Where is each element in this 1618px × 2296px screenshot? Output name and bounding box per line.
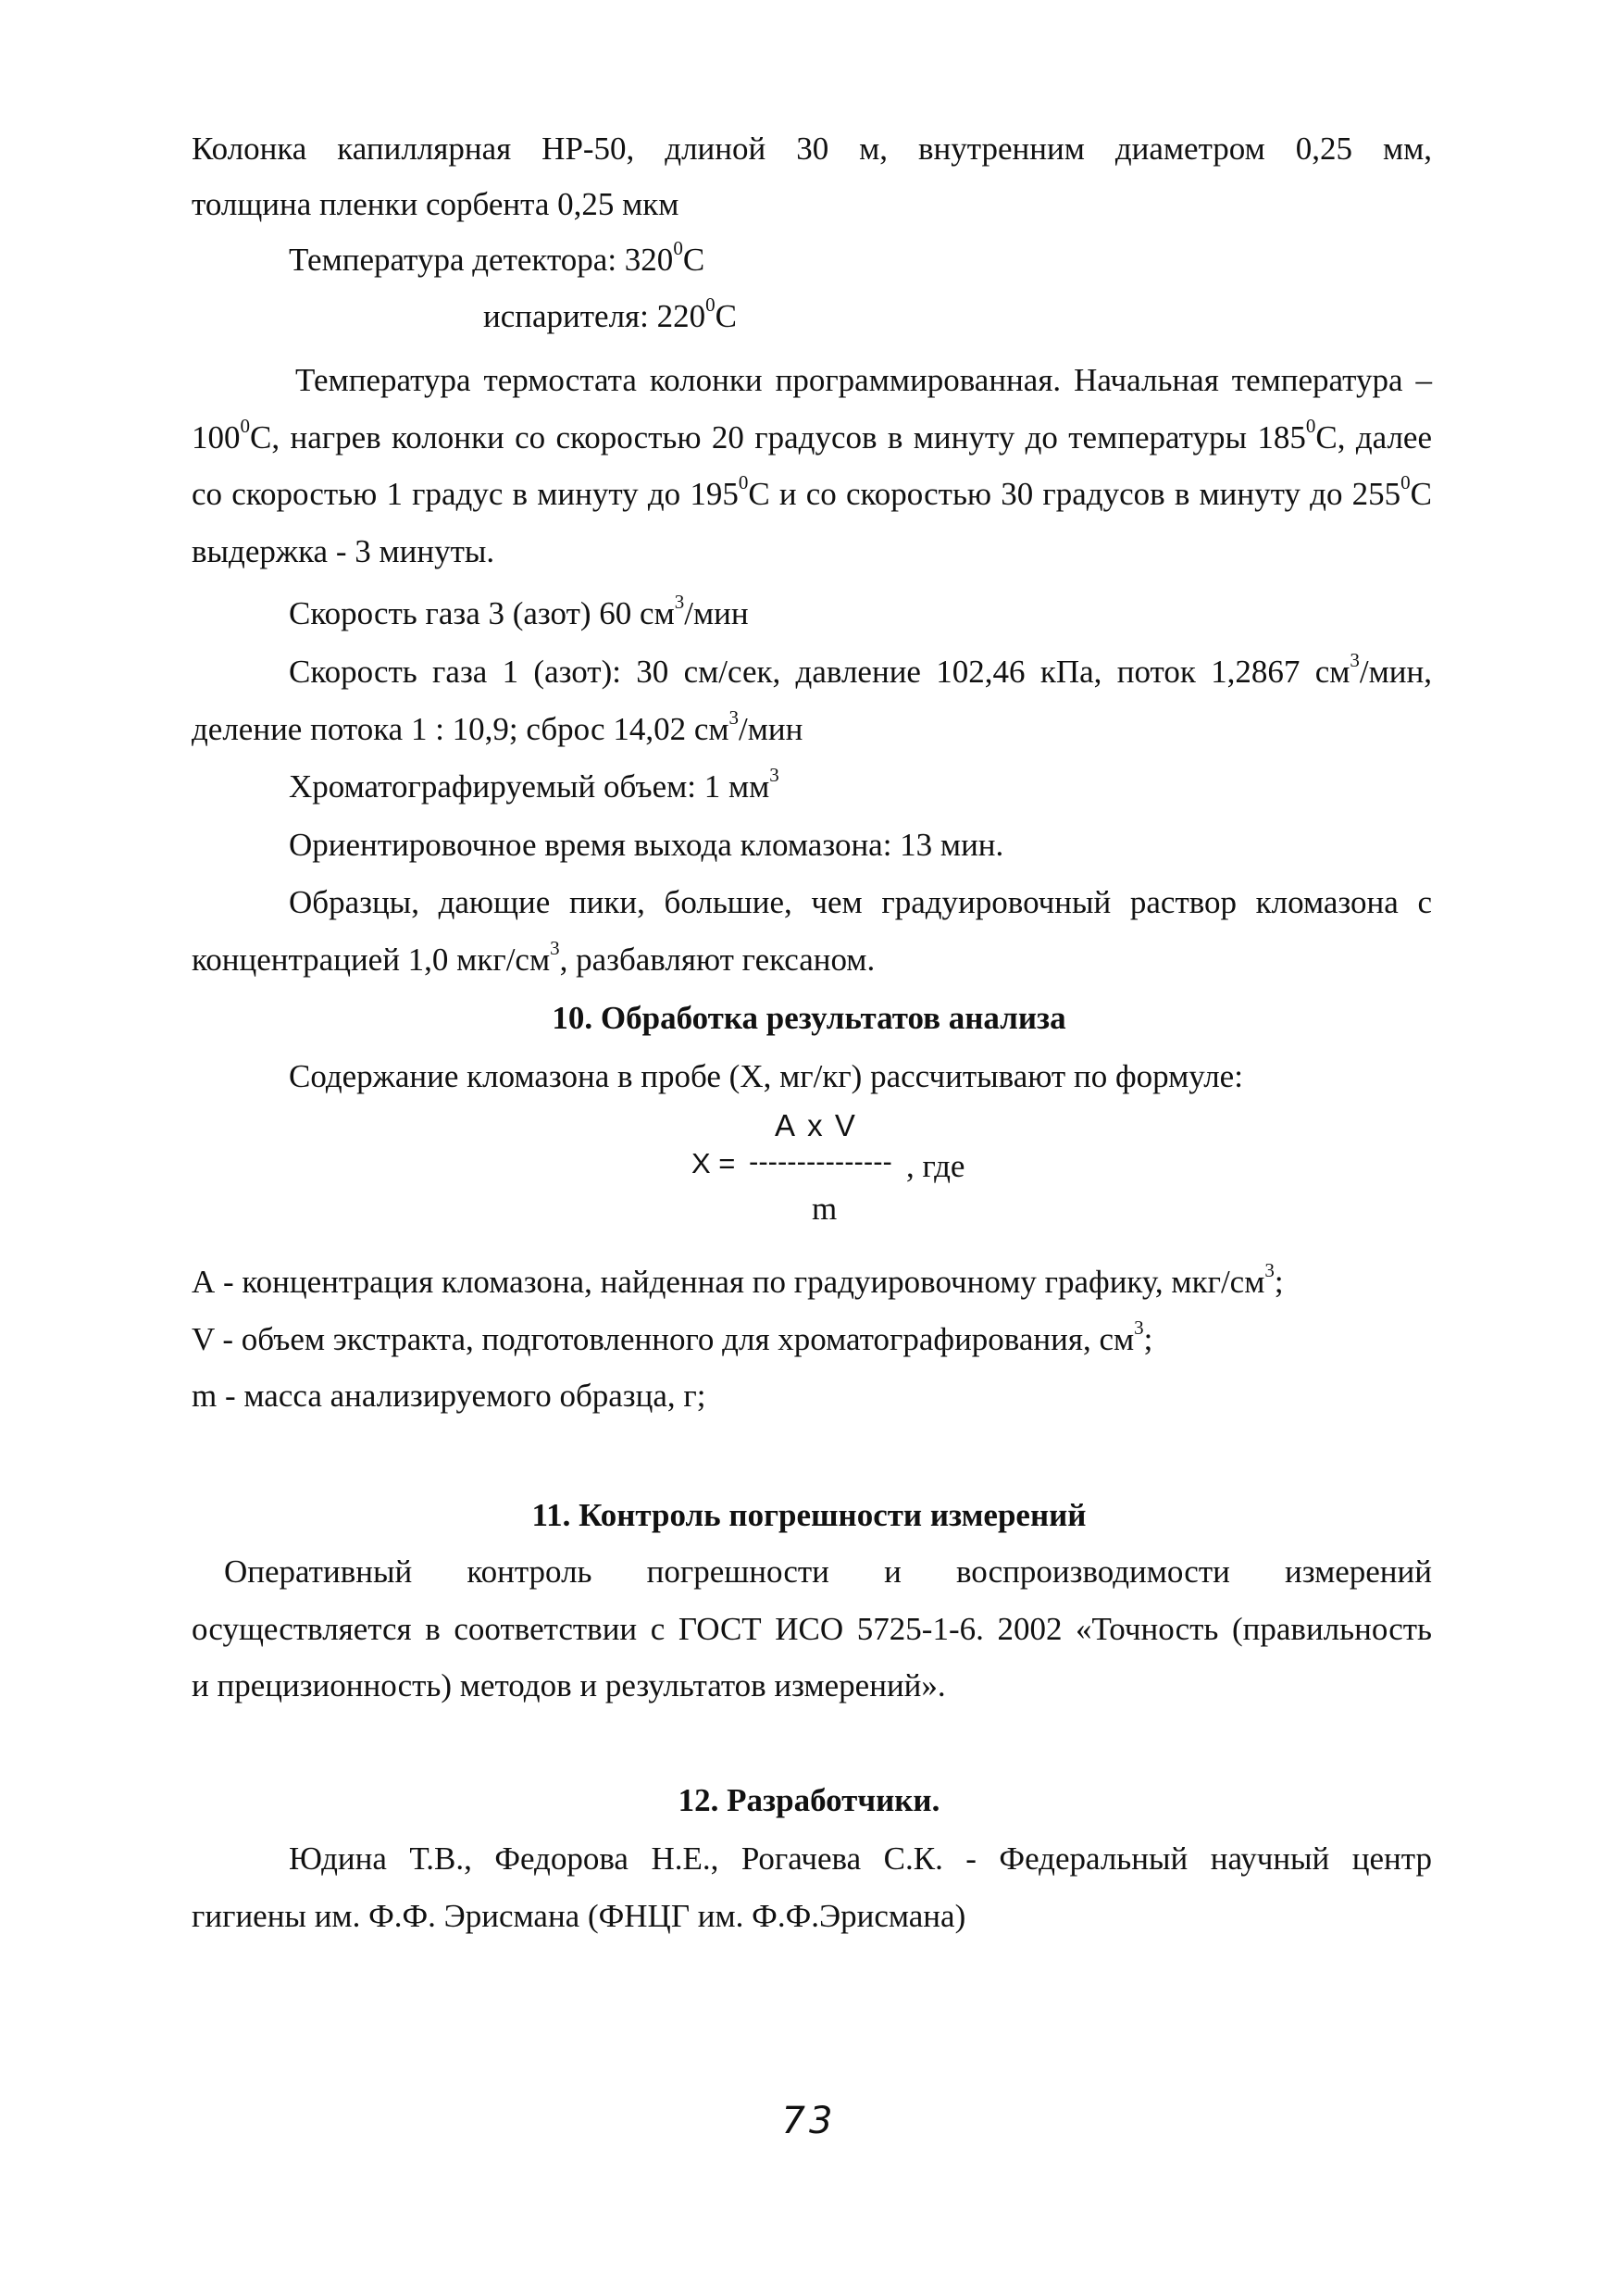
gas1-line-1: Скорость газа 1 (азот): 30 см/сек, давление 102,46 кПа, поток 1,2867 $см^3$/мин, xyxy=(289,649,1432,690)
thermostat-line-2: $100^0С$, нагрев колонки со скоростью 20 градусов в минуту до температуры $185^0С$, далее xyxy=(192,414,1433,455)
formula-numerator: А х V xyxy=(775,1108,857,1142)
section-12-heading: 12. Разработчики. xyxy=(678,1782,940,1818)
thermostat-paragraph xyxy=(192,359,1432,572)
dilution-line-1: Образцы, дающие пики, большие, чем градуировочный раствор кломазона с xyxy=(289,884,1432,920)
definition-a: А - концентрация кломазона, найденная по градуировочному графику, мкг/$см^3$; xyxy=(192,1259,1284,1300)
section-12-paragraph xyxy=(192,1838,1432,1937)
definitions-list xyxy=(192,1261,1284,1417)
section-11-line-1: Оперативный контроль погрешности и воспроизводимости измерений xyxy=(224,1554,1432,1590)
definition-v: V - объем экстракта, подготовленного для хроматографирования, $см^3$; xyxy=(192,1316,1153,1357)
dilution-line-2: концентрацией 1,0 мкг/$см^3$, разбавляют гексаном. xyxy=(192,936,876,978)
definition-m: m - масса анализируемого образца, г; xyxy=(192,1378,706,1414)
retention-time: Ориентировочное время выхода кломазона: 13 мин. xyxy=(289,827,1004,863)
column-line-2: толщина пленки сорбента 0,25 мкм xyxy=(192,186,679,222)
thermostat-line-1: Температура термостата колонки программированная. Начальная температура – xyxy=(295,362,1432,398)
section-10-intro: Содержание кломазона в пробе (Х, мг/кг) рассчитывают по формуле: xyxy=(289,1058,1243,1094)
section-11-line-2: осуществляется в соответствии с ГОСТ ИСО 5725-1-6. 2002 «Точность (правильность xyxy=(192,1610,1432,1647)
section-10-heading: 10. Обработка результатов анализа xyxy=(552,1000,1066,1036)
section-11-heading: 11. Контроль погрешности измерений xyxy=(531,1497,1087,1533)
thermostat-line-4: выдержка - 3 минуты. xyxy=(192,532,495,569)
thermostat-line-3: со скоростью 1 градус в минуту до $195^0С$ и со скоростью 30 градусов в минуту до $255^0С$ xyxy=(192,471,1432,512)
formula xyxy=(691,1106,1025,1236)
gas1-line-2: деление потока 1 : 10,9; сброс 14,02 $см^3$/мин xyxy=(192,705,803,747)
column-line-1: Колонка капиллярная HP-50, длиной 30 м, внутренним диаметром 0,25 мм, xyxy=(192,131,1432,167)
formula-denominator: m xyxy=(812,1191,838,1227)
formula-where: , где xyxy=(906,1148,965,1184)
injection-volume: Хроматографируемый объем: 1 $мм^3$ xyxy=(289,764,779,805)
section-12-line-2: гигиены им. Ф.Ф. Эрисмана (ФНЦГ им. Ф.Ф.Эрисмана) xyxy=(192,1897,966,1934)
dilution-paragraph xyxy=(192,881,1432,980)
page-number: 73 xyxy=(781,2100,837,2142)
gas3-speed: Скорость газа 3 (азот) 60 $см^3$/мин xyxy=(289,591,749,631)
section-11-line-3: и прецизионность) методов и результатов измерений». xyxy=(192,1667,946,1703)
column-paragraph xyxy=(192,128,1432,170)
section-11-paragraph xyxy=(192,1551,1432,1707)
gas1-paragraph xyxy=(192,651,1432,750)
section-12-line-1: Юдина Т.В., Федорова Н.Е., Рогачева С.К. - Федеральный научный центр xyxy=(289,1841,1432,1877)
formula-lhs: Х = xyxy=(691,1147,736,1179)
evaporator-temperature: испарителя: $220^0С$ xyxy=(483,293,737,334)
detector-temperature: Температура детектора: $320^0С$ xyxy=(289,237,705,278)
formula-fraction-line: --------------- xyxy=(749,1145,892,1178)
